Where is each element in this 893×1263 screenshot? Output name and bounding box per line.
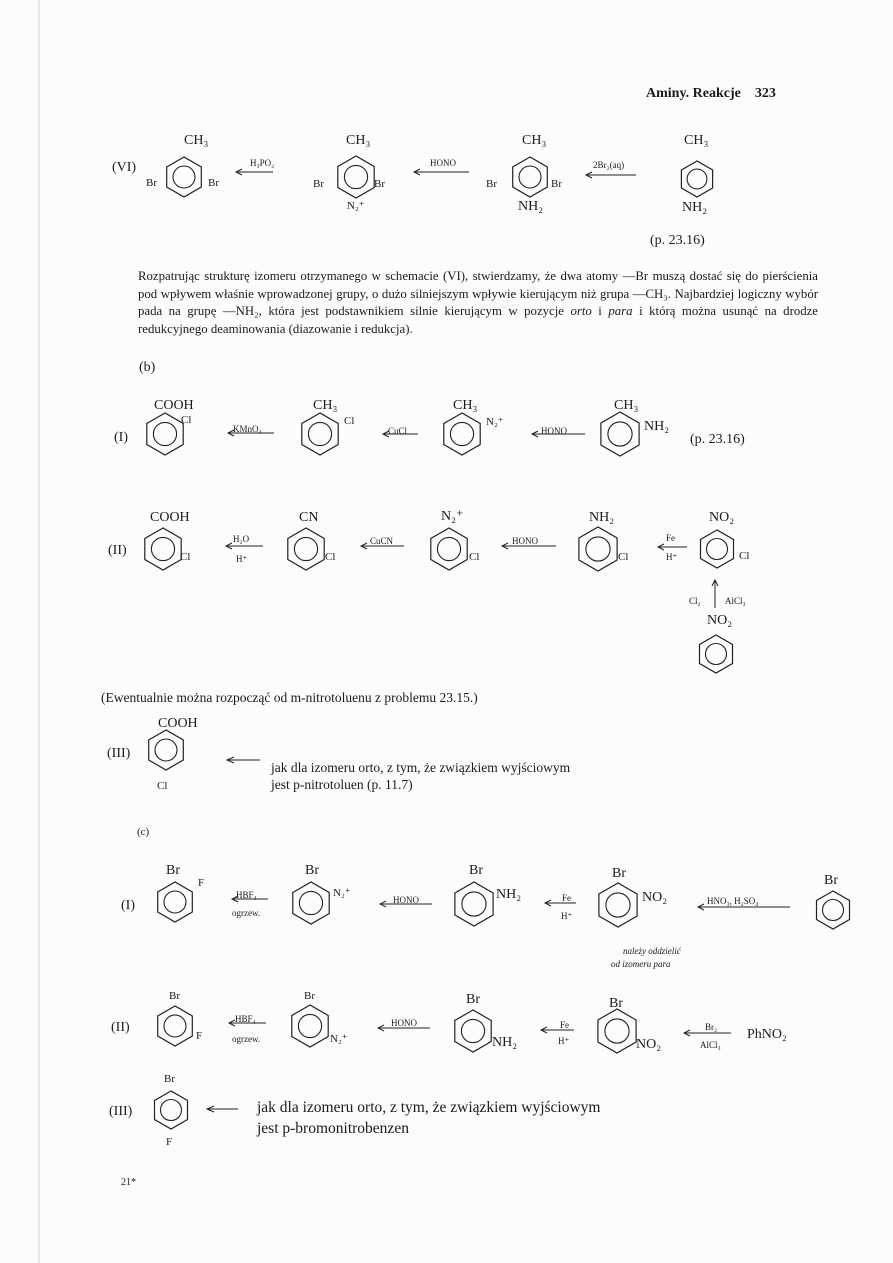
c3-pointer-arrow: [207, 1106, 238, 1112]
b3-text-2: jest p-nitrotoluen (p. 11.7): [271, 777, 413, 792]
c1-arrow-3: [545, 900, 576, 906]
c3-bottom: F: [166, 1136, 173, 1148]
c1-m1-sub: F: [198, 877, 205, 889]
vi-ring-4: [681, 161, 712, 197]
b2-arrow-up: [712, 580, 718, 608]
b2-m5-sub: Cl: [739, 550, 750, 562]
c1-r-ogrzew: ogrzew.: [232, 908, 261, 918]
c2-r-ogrzew: ogrzew.: [232, 1034, 261, 1044]
b1-reagent-2: CuCl: [388, 426, 408, 436]
page-number: 323: [754, 86, 776, 101]
b-row3-label: (III): [107, 746, 131, 761]
section-c-label: (c): [137, 826, 150, 838]
b2-m3-top: N₂⁺: [441, 509, 464, 524]
b3-ring: [149, 730, 184, 770]
c1-note-1: należy oddzielić: [623, 946, 681, 956]
b2-side-cl2: Cl₂: [689, 596, 701, 606]
b2-m5-top: NO₂: [709, 510, 735, 525]
b1-ring-1: [147, 413, 183, 455]
section-b-label: (b): [139, 360, 156, 375]
header-title: Aminy. Reakcje: [646, 86, 741, 101]
c1-m1-top: Br: [166, 863, 180, 878]
c2-r-hono: HONO: [391, 1018, 417, 1028]
vi-m2-right: Br: [374, 178, 385, 190]
scheme-label-vi: (VI): [112, 160, 137, 175]
b1-m1-top: COOH: [154, 398, 194, 413]
explanation-paragraph: [138, 268, 818, 338]
vi-m3-left: Br: [486, 178, 497, 190]
b-note: (Ewentualnie można rozpocząć od m-nitrotoluenu z problemu 23.15.): [101, 690, 478, 705]
b2-m1-sub: Cl: [180, 551, 191, 563]
b2-r1-bot: H⁺: [236, 554, 248, 564]
b1-ref: (p. 23.16): [690, 432, 745, 447]
b2-ring-4: [579, 527, 617, 571]
vi-reagent-1: H₃PO₂: [250, 158, 275, 168]
c1-m2-sub: N₂⁺: [333, 887, 351, 899]
vi-m2-left: Br: [313, 178, 324, 190]
vi-m1-left: Br: [146, 177, 157, 189]
c2-r-h: H⁺: [558, 1036, 570, 1046]
c2-r-fe: Fe: [560, 1020, 569, 1030]
c1-r-nitr: HNO₃, H₂SO₄: [707, 896, 759, 906]
c2-ring-4: [598, 1009, 636, 1053]
c1-ring-3: [455, 882, 493, 926]
c1-m5-top: Br: [824, 873, 838, 888]
c2-m1-top: Br: [169, 990, 180, 1002]
b1-m4-top: CH₃: [614, 398, 639, 413]
c1-ring-1: [158, 882, 193, 922]
c2-r-br2: Br₂: [705, 1022, 718, 1032]
c2-m2-sub: N₂⁺: [330, 1033, 348, 1045]
c2-ring-3: [455, 1010, 491, 1052]
b2-ring-3: [431, 528, 467, 570]
vi-reagent-2: HONO: [430, 158, 456, 168]
c2-ring-2: [292, 1005, 328, 1047]
c3-text-2: jest p-bromonitrobenzen: [257, 1120, 409, 1137]
c1-r-h: H⁺: [561, 911, 573, 921]
c1-note-2: od izomeru para: [611, 959, 671, 969]
b1-ring-4: [601, 412, 639, 456]
b2-r4-top: Fe: [666, 533, 675, 543]
b2-ring-5: [701, 530, 734, 568]
c-row2-label: (II): [111, 1020, 130, 1035]
b2-ring-2: [288, 528, 324, 570]
b1-reagent-1: KMnO₄: [233, 424, 262, 434]
c2-m3-sub: NH₂: [492, 1035, 518, 1050]
c3-text-1: jak dla izomeru orto, z tym, że związkiem wyjściowym: [257, 1099, 601, 1116]
vi-m2-bottom: N₂⁺: [347, 200, 365, 212]
vi-m3-bottom: NH₂: [518, 199, 544, 214]
vi-arrow-3: [586, 172, 636, 178]
b2-m4-top: NH₂: [589, 510, 615, 525]
vi-ring-3: [513, 157, 548, 197]
c-row1-label: (I): [121, 898, 135, 913]
c-row3-label: (III): [109, 1104, 133, 1119]
c2-m2-top: Br: [304, 990, 315, 1002]
c2-m3-top: Br: [466, 992, 480, 1007]
c2-r-alcl3: AlCl₃: [700, 1040, 721, 1050]
vi-m1-right: Br: [208, 177, 219, 189]
c3-ring: [155, 1091, 188, 1129]
b1-m1-sub: Cl: [181, 414, 192, 426]
c1-ring-4: [599, 883, 637, 927]
b-row2-label: (II): [108, 543, 127, 558]
b2-arrow-4: [658, 544, 687, 550]
b2-side-nitro: NO₂: [707, 613, 733, 628]
b2-m1-top: COOH: [150, 510, 190, 525]
b-row1-label: (I): [114, 430, 128, 445]
b3-text-1: jak dla izomeru orto, z tym, że związkiem wyjściowym: [271, 760, 571, 775]
b1-m3-sub: N₂⁺: [486, 416, 504, 428]
b2-r1-top: H₂O: [233, 534, 250, 544]
c1-r-fe: Fe: [562, 893, 571, 903]
c1-r-hbf4: HBF₄: [236, 890, 257, 900]
b1-m3-top: CH₃: [453, 398, 478, 413]
c3-top: Br: [164, 1073, 175, 1085]
b2-side-alcl3: AlCl₃: [725, 596, 746, 606]
vi-m1-top: CH₃: [184, 133, 209, 148]
c2-ring-1: [158, 1006, 193, 1046]
c1-ring-2: [293, 882, 329, 924]
b2-r2: CuCN: [370, 536, 394, 546]
b2-m2-sub: Cl: [325, 551, 336, 563]
c1-ring-5: [817, 891, 850, 929]
b2-r4-bot: H⁺: [666, 552, 678, 562]
paragraph-part-2: i którą można usunąć na drodze redukcyjnego deaminowania (diazowanie i redukcja).: [138, 304, 818, 336]
b2-m2-top: CN: [299, 510, 319, 525]
b2-m3-sub: Cl: [469, 551, 480, 563]
b2-m4-sub: Cl: [618, 551, 629, 563]
b3-bottom: Cl: [157, 780, 168, 792]
b1-m2-sub: Cl: [344, 415, 355, 427]
c1-m4-top: Br: [612, 866, 626, 881]
b1-ring-2: [302, 413, 338, 455]
b1-m2-top: CH₃: [313, 398, 338, 413]
c1-m4-sub: NO₂: [642, 890, 668, 905]
b2-r3: HONO: [512, 536, 538, 546]
b1-reagent-3: HONO: [541, 426, 567, 436]
c1-m2-top: Br: [305, 863, 319, 878]
c2-r-hbf4: HBF₄: [235, 1014, 256, 1024]
paragraph-para: para: [608, 304, 633, 318]
vi-ring-2: [338, 156, 374, 198]
b2-ring-1: [145, 528, 181, 570]
c1-m3-sub: NH₂: [496, 887, 522, 902]
paragraph-and: i: [591, 304, 609, 318]
paragraph-part-1: Rozpatrując strukturę izomeru otrzymanego w schemacie (VI), stwierdzamy, że dwa atomy —Br muszą dostać się do pierścienia pod wpływem właśnie wprowadzonej grupy, o dużo silniejszym wpływie kierującym niż grupa —CH₃. Najbardziej logiczny wybór pada na grupę —NH₂, która jest podstawnikiem silnie kierującym w pozycje: [138, 269, 818, 318]
b1-m4-sub: NH₂: [644, 419, 670, 434]
b3-top: COOH: [158, 716, 198, 731]
vi-m4-top: CH₃: [684, 133, 709, 148]
c1-m3-top: Br: [469, 863, 483, 878]
b2-ring-nitro: [700, 635, 733, 673]
c1-r-hono: HONO: [393, 895, 419, 905]
c2-arrow-3: [541, 1027, 574, 1033]
c2-start: PhNO₂: [747, 1027, 787, 1042]
c2-m4-top: Br: [609, 996, 623, 1011]
vi-ref: (p. 23.16): [650, 233, 705, 248]
vi-m4-bottom: NH₂: [682, 200, 708, 215]
c2-m1-sub: F: [196, 1030, 203, 1042]
c2-m4-sub: NO₂: [636, 1037, 662, 1052]
vi-arrow-1: [236, 169, 273, 175]
vi-m3-right: Br: [551, 178, 562, 190]
vi-m2-top: CH₃: [346, 133, 371, 148]
vi-ring-1: [167, 157, 202, 197]
paragraph-orto: orto: [570, 304, 592, 318]
signature-mark: 21*: [121, 1177, 136, 1188]
vi-m3-top: CH₃: [522, 133, 547, 148]
b3-pointer-arrow: [227, 757, 260, 763]
b1-ring-3: [444, 413, 480, 455]
vi-arrow-2: [414, 169, 469, 175]
vi-reagent-3: 2Br₂(aq): [593, 160, 625, 170]
